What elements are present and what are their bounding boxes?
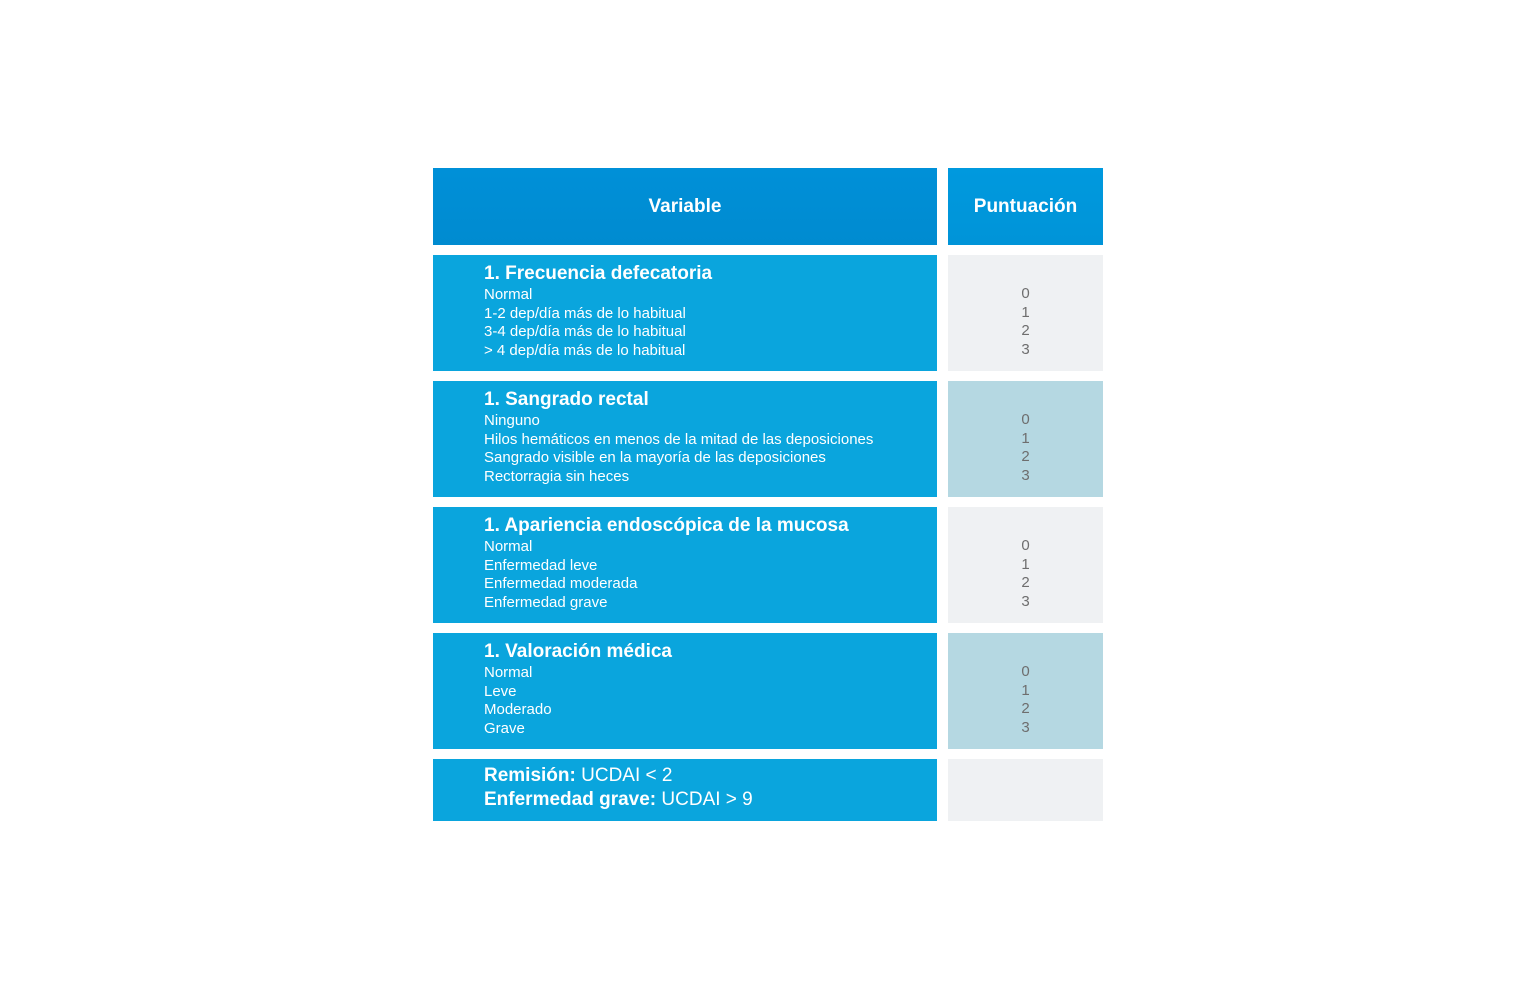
- option-text: Normal: [484, 286, 533, 303]
- item-title: 1. Valoración médica: [484, 641, 672, 662]
- option-text: 1-2 dep/día más de lo habitual: [484, 304, 686, 322]
- option-text: Moderado: [484, 701, 552, 719]
- score-value: 3: [1021, 593, 1030, 611]
- option-text: Enfermedad moderada: [484, 575, 638, 593]
- header-variable: Variable: [433, 168, 937, 245]
- item-options: [484, 538, 937, 613]
- score-cell: [948, 255, 1103, 371]
- item-options: [484, 664, 937, 739]
- variable-cell: [433, 633, 937, 749]
- score-value: 0: [1021, 411, 1030, 428]
- score-list: [948, 537, 1103, 612]
- score-value: 2: [1021, 448, 1030, 466]
- score-value: 1: [1021, 555, 1030, 573]
- score-value: 1: [1021, 429, 1030, 447]
- score-value: 0: [1021, 663, 1030, 680]
- score-value: 1: [1021, 303, 1030, 321]
- score-value: 0: [1021, 537, 1030, 554]
- score-list: [948, 411, 1103, 486]
- item-title: 1. Sangrado rectal: [484, 389, 649, 410]
- variable-cell: [433, 507, 937, 623]
- table-row: [433, 255, 1103, 371]
- score-value: 3: [1021, 341, 1030, 359]
- header-score: Puntuación: [948, 168, 1103, 245]
- summary-score-cell: [948, 759, 1103, 821]
- option-text: Grave: [484, 720, 525, 738]
- remission-value: UCDAI < 2: [581, 765, 673, 786]
- table-row: [433, 633, 1103, 749]
- item-options: [484, 286, 937, 361]
- summary-row: [433, 759, 1103, 821]
- remission-label: Remisión:: [484, 765, 576, 786]
- option-text: Leve: [484, 682, 517, 700]
- option-text: Hilos hemáticos en menos de la mitad de las deposiciones: [484, 430, 874, 448]
- score-value: 0: [1021, 285, 1030, 302]
- option-text: Normal: [484, 538, 533, 555]
- severe-value: UCDAI > 9: [661, 789, 753, 810]
- score-value: 2: [1021, 322, 1030, 340]
- item-title: 1. Frecuencia defecatoria: [484, 263, 713, 284]
- option-text: Rectorragia sin heces: [484, 468, 630, 486]
- item-options: [484, 412, 937, 487]
- score-value: 1: [1021, 681, 1030, 699]
- variable-cell: [433, 255, 937, 371]
- score-list: [948, 285, 1103, 360]
- score-value: 3: [1021, 467, 1030, 485]
- item-title: 1. Apariencia endoscópica de la mucosa: [484, 515, 849, 536]
- score-cell: [948, 633, 1103, 749]
- option-text: > 4 dep/día más de lo habitual: [484, 342, 686, 360]
- option-text: Ninguno: [484, 412, 540, 429]
- option-text: Sangrado visible en la mayoría de las deposiciones: [484, 449, 826, 467]
- remission-line: [484, 764, 937, 788]
- option-text: Enfermedad leve: [484, 556, 598, 574]
- table-row: [433, 381, 1103, 497]
- score-value: 2: [1021, 574, 1030, 592]
- table-row: [433, 507, 1103, 623]
- score-cell: [948, 507, 1103, 623]
- variable-cell: [433, 381, 937, 497]
- option-text: 3-4 dep/día más de lo habitual: [484, 323, 686, 341]
- severe-line: [484, 788, 937, 812]
- option-text: Normal: [484, 664, 533, 681]
- summary-cell: [433, 759, 937, 821]
- option-text: Enfermedad grave: [484, 594, 608, 612]
- score-value: 2: [1021, 700, 1030, 718]
- score-list: [948, 663, 1103, 738]
- ucdai-table: [433, 168, 1103, 831]
- severe-label: Enfermedad grave:: [484, 789, 657, 810]
- table-header: [433, 168, 1103, 245]
- score-cell: [948, 381, 1103, 497]
- score-value: 3: [1021, 719, 1030, 737]
